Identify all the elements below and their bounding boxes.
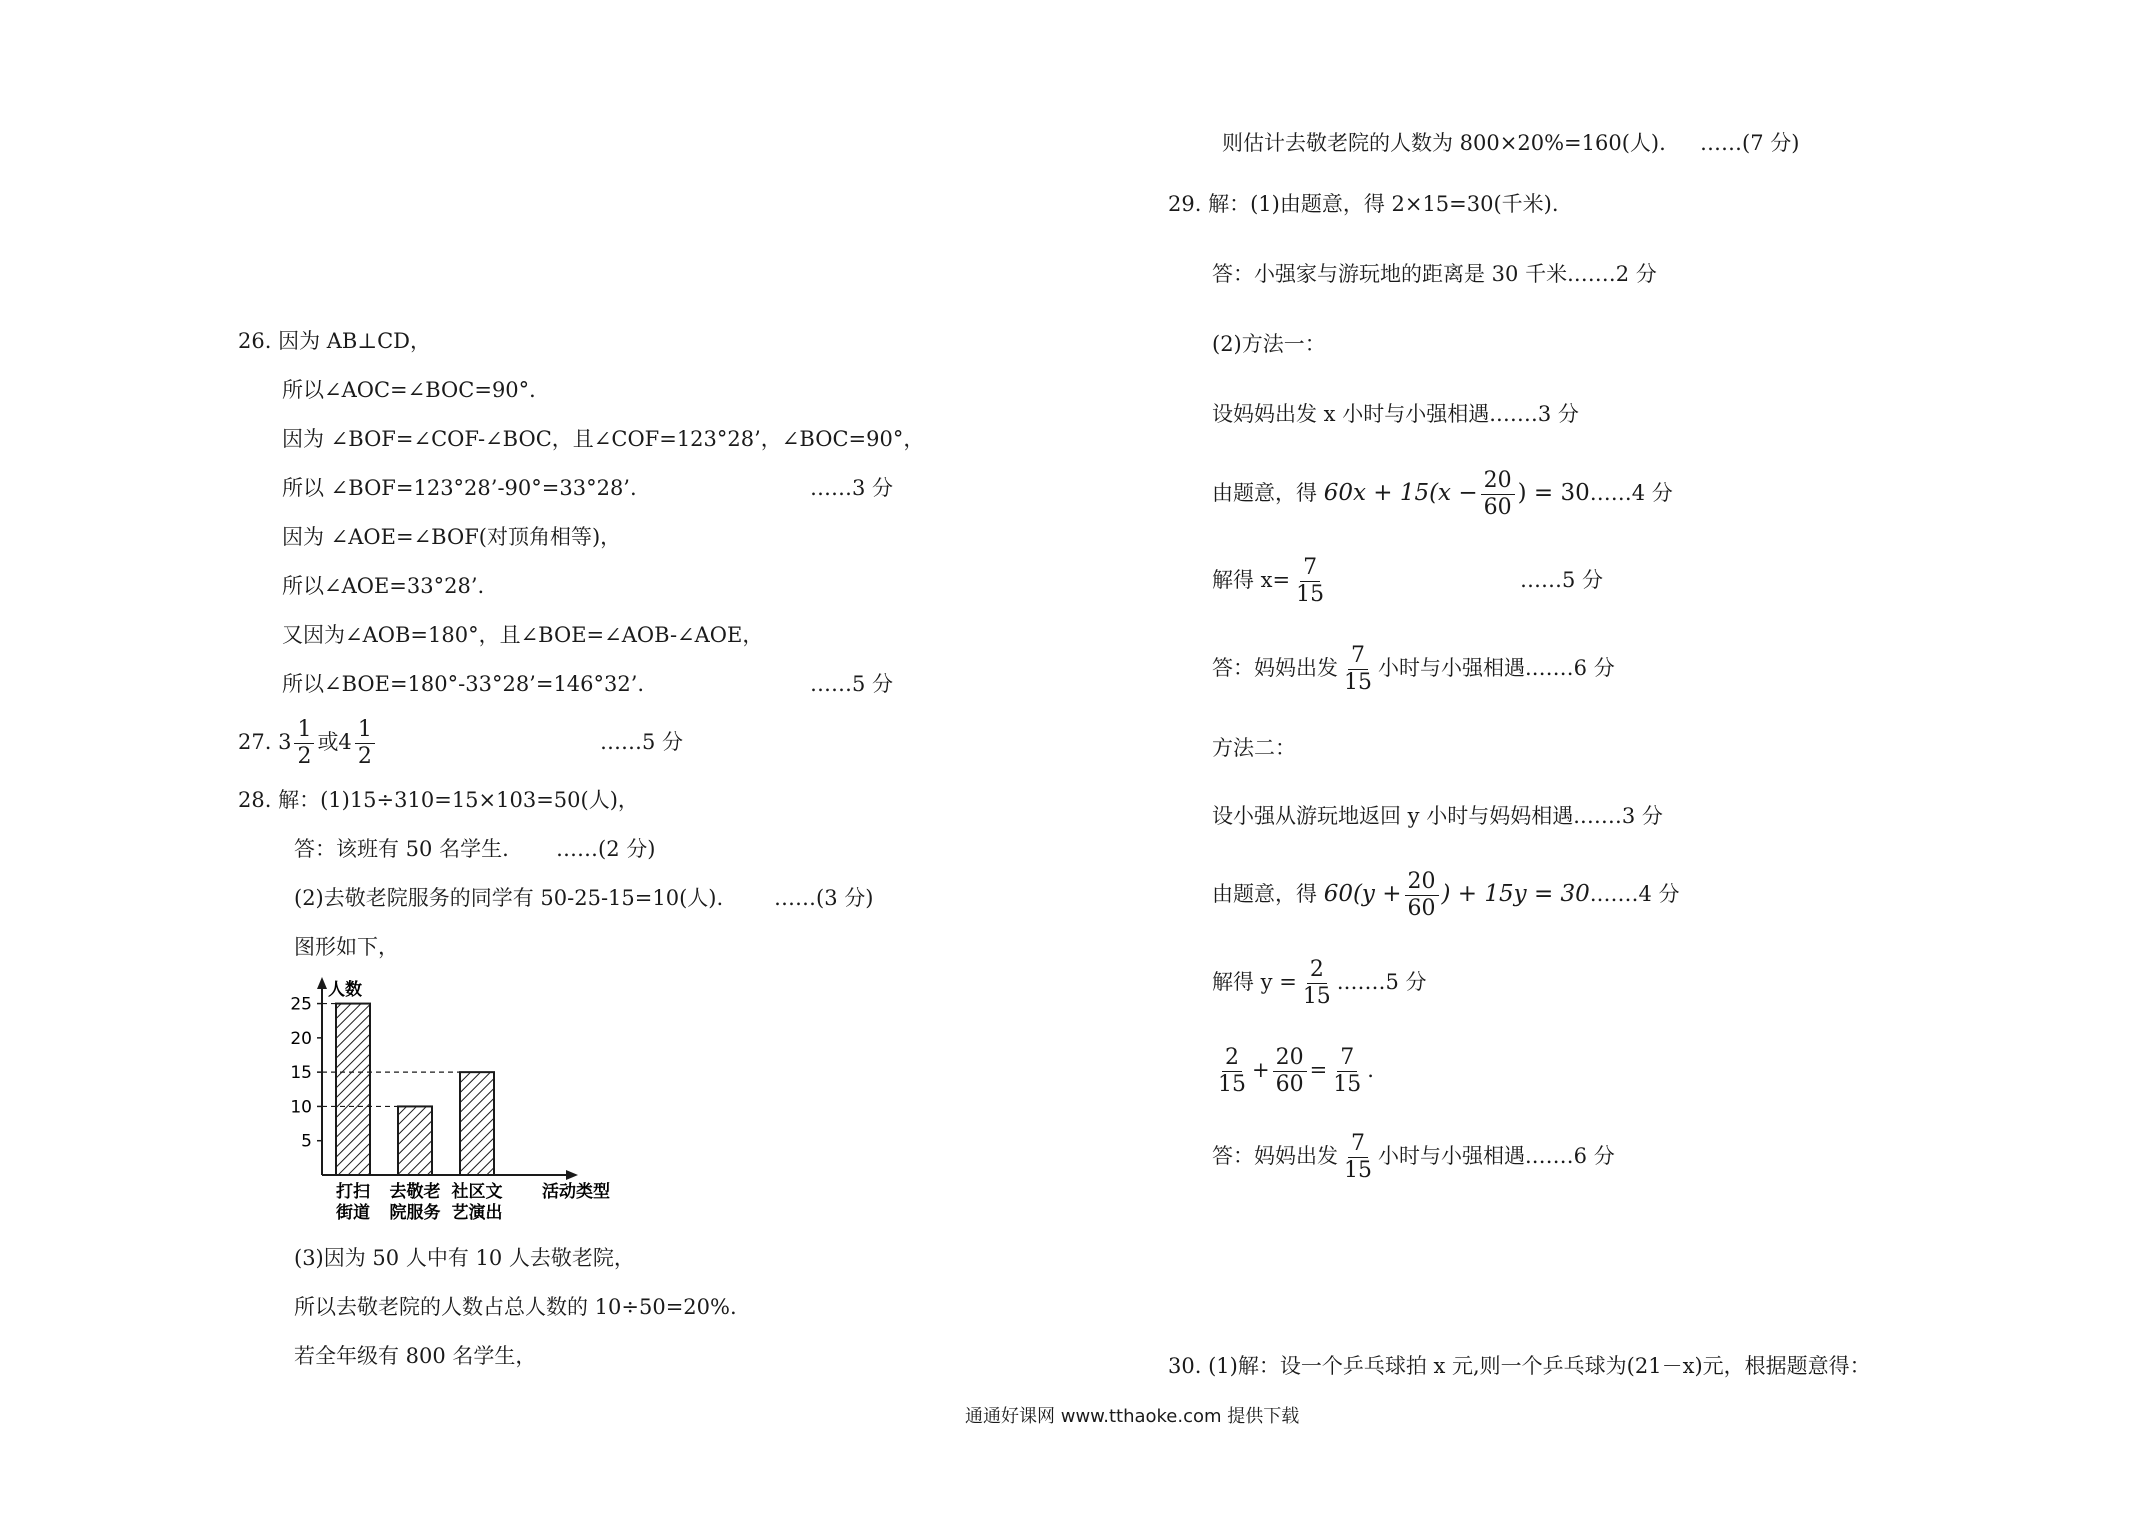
y-axis-arrow bbox=[317, 977, 327, 989]
q29-method2-line-1: 设小强从游玩地返回 y 小时与妈妈相遇.……3 分 bbox=[1212, 804, 1663, 828]
q29-method2-title: 方法二： bbox=[1212, 736, 1296, 760]
y-tick-label-15: 15 bbox=[290, 1063, 312, 1084]
category-label-2-0: 社区文 bbox=[451, 1182, 503, 1202]
q26-line-6: 所以∠AOE=33°28’. bbox=[282, 574, 485, 598]
q29-method1-line-1: 设妈妈出发 x 小时与小强相遇.……3 分 bbox=[1212, 402, 1579, 426]
q29-method1-title: (2)方法一： bbox=[1212, 332, 1326, 356]
category-label-1-0: 去敬老 bbox=[389, 1182, 441, 1202]
q26-score-5: ……5 分 bbox=[810, 672, 894, 696]
q29-line-1: 29. 解：(1)由题意，得 2×15=30(千米). bbox=[1168, 192, 1559, 216]
bar-1 bbox=[398, 1106, 432, 1175]
bar-0 bbox=[336, 1004, 370, 1175]
q29-method2-sum: $\frac{2}{15}$ + $\frac{20}{60}$ = $\frac{7}{15}$ . bbox=[1218, 1045, 1374, 1097]
y-tick-label-25: 25 bbox=[290, 994, 312, 1015]
q27-prefix: 27. 3 bbox=[238, 730, 292, 754]
q26-line-7: 又因为∠AOB=180°，且∠BOE=∠AOB-∠AOE， bbox=[282, 623, 764, 647]
q26-line-3: 因为 ∠BOF=∠COF-∠BOC，且∠COF=123°28’，∠BOC=90°， bbox=[282, 427, 925, 451]
x-axis-label: 活动类型 bbox=[542, 1182, 610, 1202]
q28-line-3: (2)去敬老院服务的同学有 50-25-15=10(人). bbox=[294, 886, 724, 910]
q27-fraction-2: $\frac{1}{2}$ bbox=[355, 718, 375, 769]
q27-score: ……5 分 bbox=[600, 730, 684, 754]
q28-line-1: 28. 解：(1)15÷310=15×103=50(人)， bbox=[238, 788, 639, 812]
bar-2 bbox=[460, 1072, 494, 1175]
q29-method1-score-5: ……5 分 bbox=[1520, 568, 1604, 592]
q28-line-5: (3)因为 50 人中有 10 人去敬老院， bbox=[294, 1246, 635, 1270]
category-label-0-1: 街道 bbox=[336, 1203, 370, 1223]
activity-bar-chart bbox=[280, 975, 650, 1225]
q28-line-6: 所以去敬老院的人数占总人数的 10÷50=20%. bbox=[294, 1295, 737, 1319]
q26-line-5: 因为 ∠AOE=∠BOF(对顶角相等)， bbox=[282, 525, 622, 549]
y-tick-label-20: 20 bbox=[290, 1028, 312, 1049]
q28-score-7: ……(7 分) bbox=[1700, 131, 1800, 155]
q26-line-2: 所以∠AOC=∠BOC=90°． bbox=[282, 378, 551, 402]
q26-score-3: ……3 分 bbox=[810, 476, 894, 500]
q29-method1-answer: 答：妈妈出发 $\frac{7}{15}$ 小时与小强相遇.……6 分 bbox=[1212, 643, 1615, 695]
q26-line-1: 26. 因为 AB⊥CD， bbox=[238, 329, 431, 353]
q29-method1-equation: 由题意，得 60x + 15(x − $\frac{20}{60}$ ) = 30……4 分 bbox=[1212, 468, 1673, 520]
x-axis-arrow bbox=[566, 1170, 578, 1180]
q29-method2-answer: 答：妈妈出发 $\frac{7}{15}$ 小时与小强相遇.……6 分 bbox=[1212, 1131, 1615, 1183]
q26-line-4: 所以 ∠BOF=123°28’-90°=33°28’. bbox=[282, 476, 637, 500]
q27-fraction-1: $\frac{1}{2}$ bbox=[294, 718, 314, 769]
category-label-0-0: 打扫 bbox=[336, 1182, 370, 1202]
q28-continued-line: 则估计去敬老院的人数为 800×20%=160(人). bbox=[1222, 131, 1666, 155]
y-tick-label-5: 5 bbox=[301, 1131, 312, 1152]
q26-line-8: 所以∠BOE=180°-33°28’=146°32’. bbox=[282, 672, 645, 696]
q28-line-7: 若全年级有 800 名学生， bbox=[294, 1344, 537, 1368]
y-axis-label: 人数 bbox=[328, 980, 362, 1000]
q28-line-4: 图形如下， bbox=[294, 935, 399, 959]
q29-line-2: 答：小强家与游玩地的距离是 30 千米.……2 分 bbox=[1212, 262, 1657, 286]
q28-line-2: 答：该班有 50 名学生. bbox=[294, 837, 509, 861]
q28-score-2: ……(2 分) bbox=[556, 837, 656, 861]
q29-method2-solution: 解得 y = $\frac{2}{15}$ .……5 分 bbox=[1212, 957, 1427, 1009]
page-footer: 通通好课网 www.tthaoke.com 提供下载 bbox=[965, 1406, 1300, 1427]
y-tick-label-10: 10 bbox=[290, 1097, 312, 1118]
q29-method1-solution: 解得 x= $\frac{7}{15}$ bbox=[1212, 555, 1325, 607]
q29-method2-equation: 由题意，得 60(y + $\frac{20}{60}$ ) + 15y = 30.……4 分 bbox=[1212, 869, 1680, 921]
category-label-2-1: 艺演出 bbox=[451, 1203, 503, 1223]
q28-score-3: ……(3 分) bbox=[774, 886, 874, 910]
q27-or: 或4 bbox=[317, 730, 352, 754]
q30-line-1: 30. (1)解：设一个乒乓球拍 x 元,则一个乒乓球为(21－x)元，根据题意得： bbox=[1168, 1354, 1871, 1378]
category-label-1-1: 院服务 bbox=[389, 1203, 441, 1223]
